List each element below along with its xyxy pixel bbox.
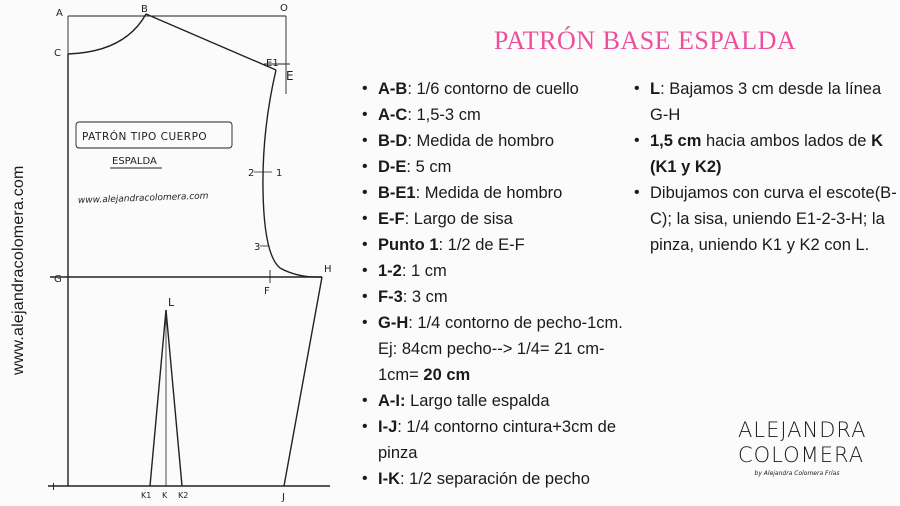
- side-website-url: [6, 135, 36, 375]
- instruction-key: A-C: [378, 106, 408, 124]
- instruction-text: : 1/4 contorno cintura+3cm de pinza: [378, 418, 617, 462]
- instruction-key: I-J: [378, 418, 398, 436]
- instruction-text: : 1,5-3 cm: [407, 106, 481, 124]
- point-k1: K1: [141, 491, 152, 500]
- brand-name-line2: COLOMERA: [738, 443, 865, 467]
- instruction-text: Dibujamos con curva el escote(B-C); la sisa, uniendo E1-2-3-H; la pinza, uniendo K1 y K2 con L.: [650, 184, 897, 254]
- instruction-item: [634, 180, 898, 258]
- instructions-column-1: [362, 76, 632, 492]
- side-seam-h-j: [284, 277, 322, 486]
- instruction-highlight: 20 cm: [423, 366, 471, 384]
- point-a: A: [56, 8, 63, 19]
- instruction-text: hacia ambos lados de: [701, 132, 872, 150]
- instruction-key: E-F: [378, 210, 405, 228]
- point-i: I: [52, 482, 55, 493]
- pattern-url: www.alejandracolomera.com: [77, 191, 209, 206]
- instruction-text: : 3 cm: [402, 288, 448, 306]
- point-k: K: [162, 491, 168, 500]
- instruction-key: B-D: [378, 132, 408, 150]
- instruction-item: [362, 232, 632, 258]
- instruction-text: Largo talle espalda: [405, 392, 550, 410]
- point-3: 3: [254, 242, 261, 253]
- instruction-item: [634, 76, 898, 128]
- point-1: 1: [276, 168, 283, 179]
- instruction-item: [362, 180, 632, 206]
- instruction-key: D-E: [378, 158, 407, 176]
- brand-name-line1: ALEJANDRA: [738, 418, 867, 442]
- point-j: J: [282, 492, 285, 503]
- instruction-key: F-3: [378, 288, 403, 306]
- instruction-text: : 1 cm: [401, 262, 447, 280]
- instruction-key: G-H: [378, 314, 409, 332]
- instruction-text: : 1/2 separación de pecho: [400, 470, 590, 488]
- side-website-url-text: www.alejandracolomera.com: [10, 165, 27, 375]
- instruction-item: [362, 76, 632, 102]
- instruction-text: : 5 cm: [406, 158, 452, 176]
- instruction-key: A-B: [378, 80, 408, 98]
- pattern-label-line1: PATRÓN TIPO CUERPO: [82, 131, 208, 143]
- brand-byline: by Alejandra Colomera Frías: [754, 470, 840, 477]
- instruction-key: I-K: [378, 470, 400, 488]
- instruction-item: [362, 206, 632, 232]
- shoulder-line: [146, 14, 276, 70]
- instruction-item: [634, 128, 898, 180]
- instruction-item: [362, 388, 632, 414]
- point-c: C: [54, 48, 61, 59]
- armhole-curve: [263, 70, 322, 277]
- point-2: 2: [248, 168, 255, 179]
- point-k2: K2: [178, 491, 189, 500]
- instruction-text: : Medida de hombro: [415, 184, 563, 202]
- instruction-key: Punto 1: [378, 236, 439, 254]
- instruction-text: : 1/6 contorno de cuello: [407, 80, 579, 98]
- instruction-key: A-I:: [378, 392, 406, 410]
- point-h: H: [324, 264, 332, 275]
- point-f: F: [264, 286, 270, 297]
- pattern-label-line2: ESPALDA: [112, 156, 157, 167]
- instruction-text: : 1/4 contorno de pecho-1cm. Ej: 84cm pecho--> 1/4= 21 cm-1cm=: [378, 314, 623, 384]
- instruction-text: : Largo de sisa: [404, 210, 513, 228]
- brand-logo: [738, 418, 867, 477]
- instruction-item: [362, 310, 632, 388]
- dart-left: [150, 310, 166, 486]
- back-pattern-drawing: [40, 0, 370, 506]
- instruction-item: [362, 154, 632, 180]
- instruction-text: : 1/2 de E-F: [438, 236, 525, 254]
- instruction-text: : Medida de hombro: [407, 132, 555, 150]
- point-e: E: [286, 69, 294, 83]
- instruction-text: : Bajamos 3 cm desde la línea G-H: [650, 80, 882, 124]
- instruction-highlight: K (K1 y K2): [650, 132, 883, 176]
- instructions-column-2: [634, 76, 898, 258]
- instruction-key: B-E1: [378, 184, 416, 202]
- dart-right: [166, 310, 182, 486]
- point-l: L: [168, 296, 175, 309]
- instruction-item: [362, 284, 632, 310]
- neckline-curve: [68, 14, 146, 54]
- instruction-key: 1-2: [378, 262, 402, 280]
- page-title: PATRÓN BASE ESPALDA: [493, 26, 797, 55]
- point-b: B: [141, 4, 148, 15]
- instruction-key: L: [650, 80, 661, 98]
- point-o: O: [280, 3, 288, 14]
- instruction-item: [362, 466, 632, 492]
- point-g: G: [54, 274, 62, 285]
- instruction-item: [362, 414, 632, 466]
- point-e1: E1: [266, 58, 279, 69]
- instruction-item: [362, 128, 632, 154]
- instruction-key: 1,5 cm: [650, 132, 702, 150]
- instruction-item: [362, 102, 632, 128]
- instruction-item: [362, 258, 632, 284]
